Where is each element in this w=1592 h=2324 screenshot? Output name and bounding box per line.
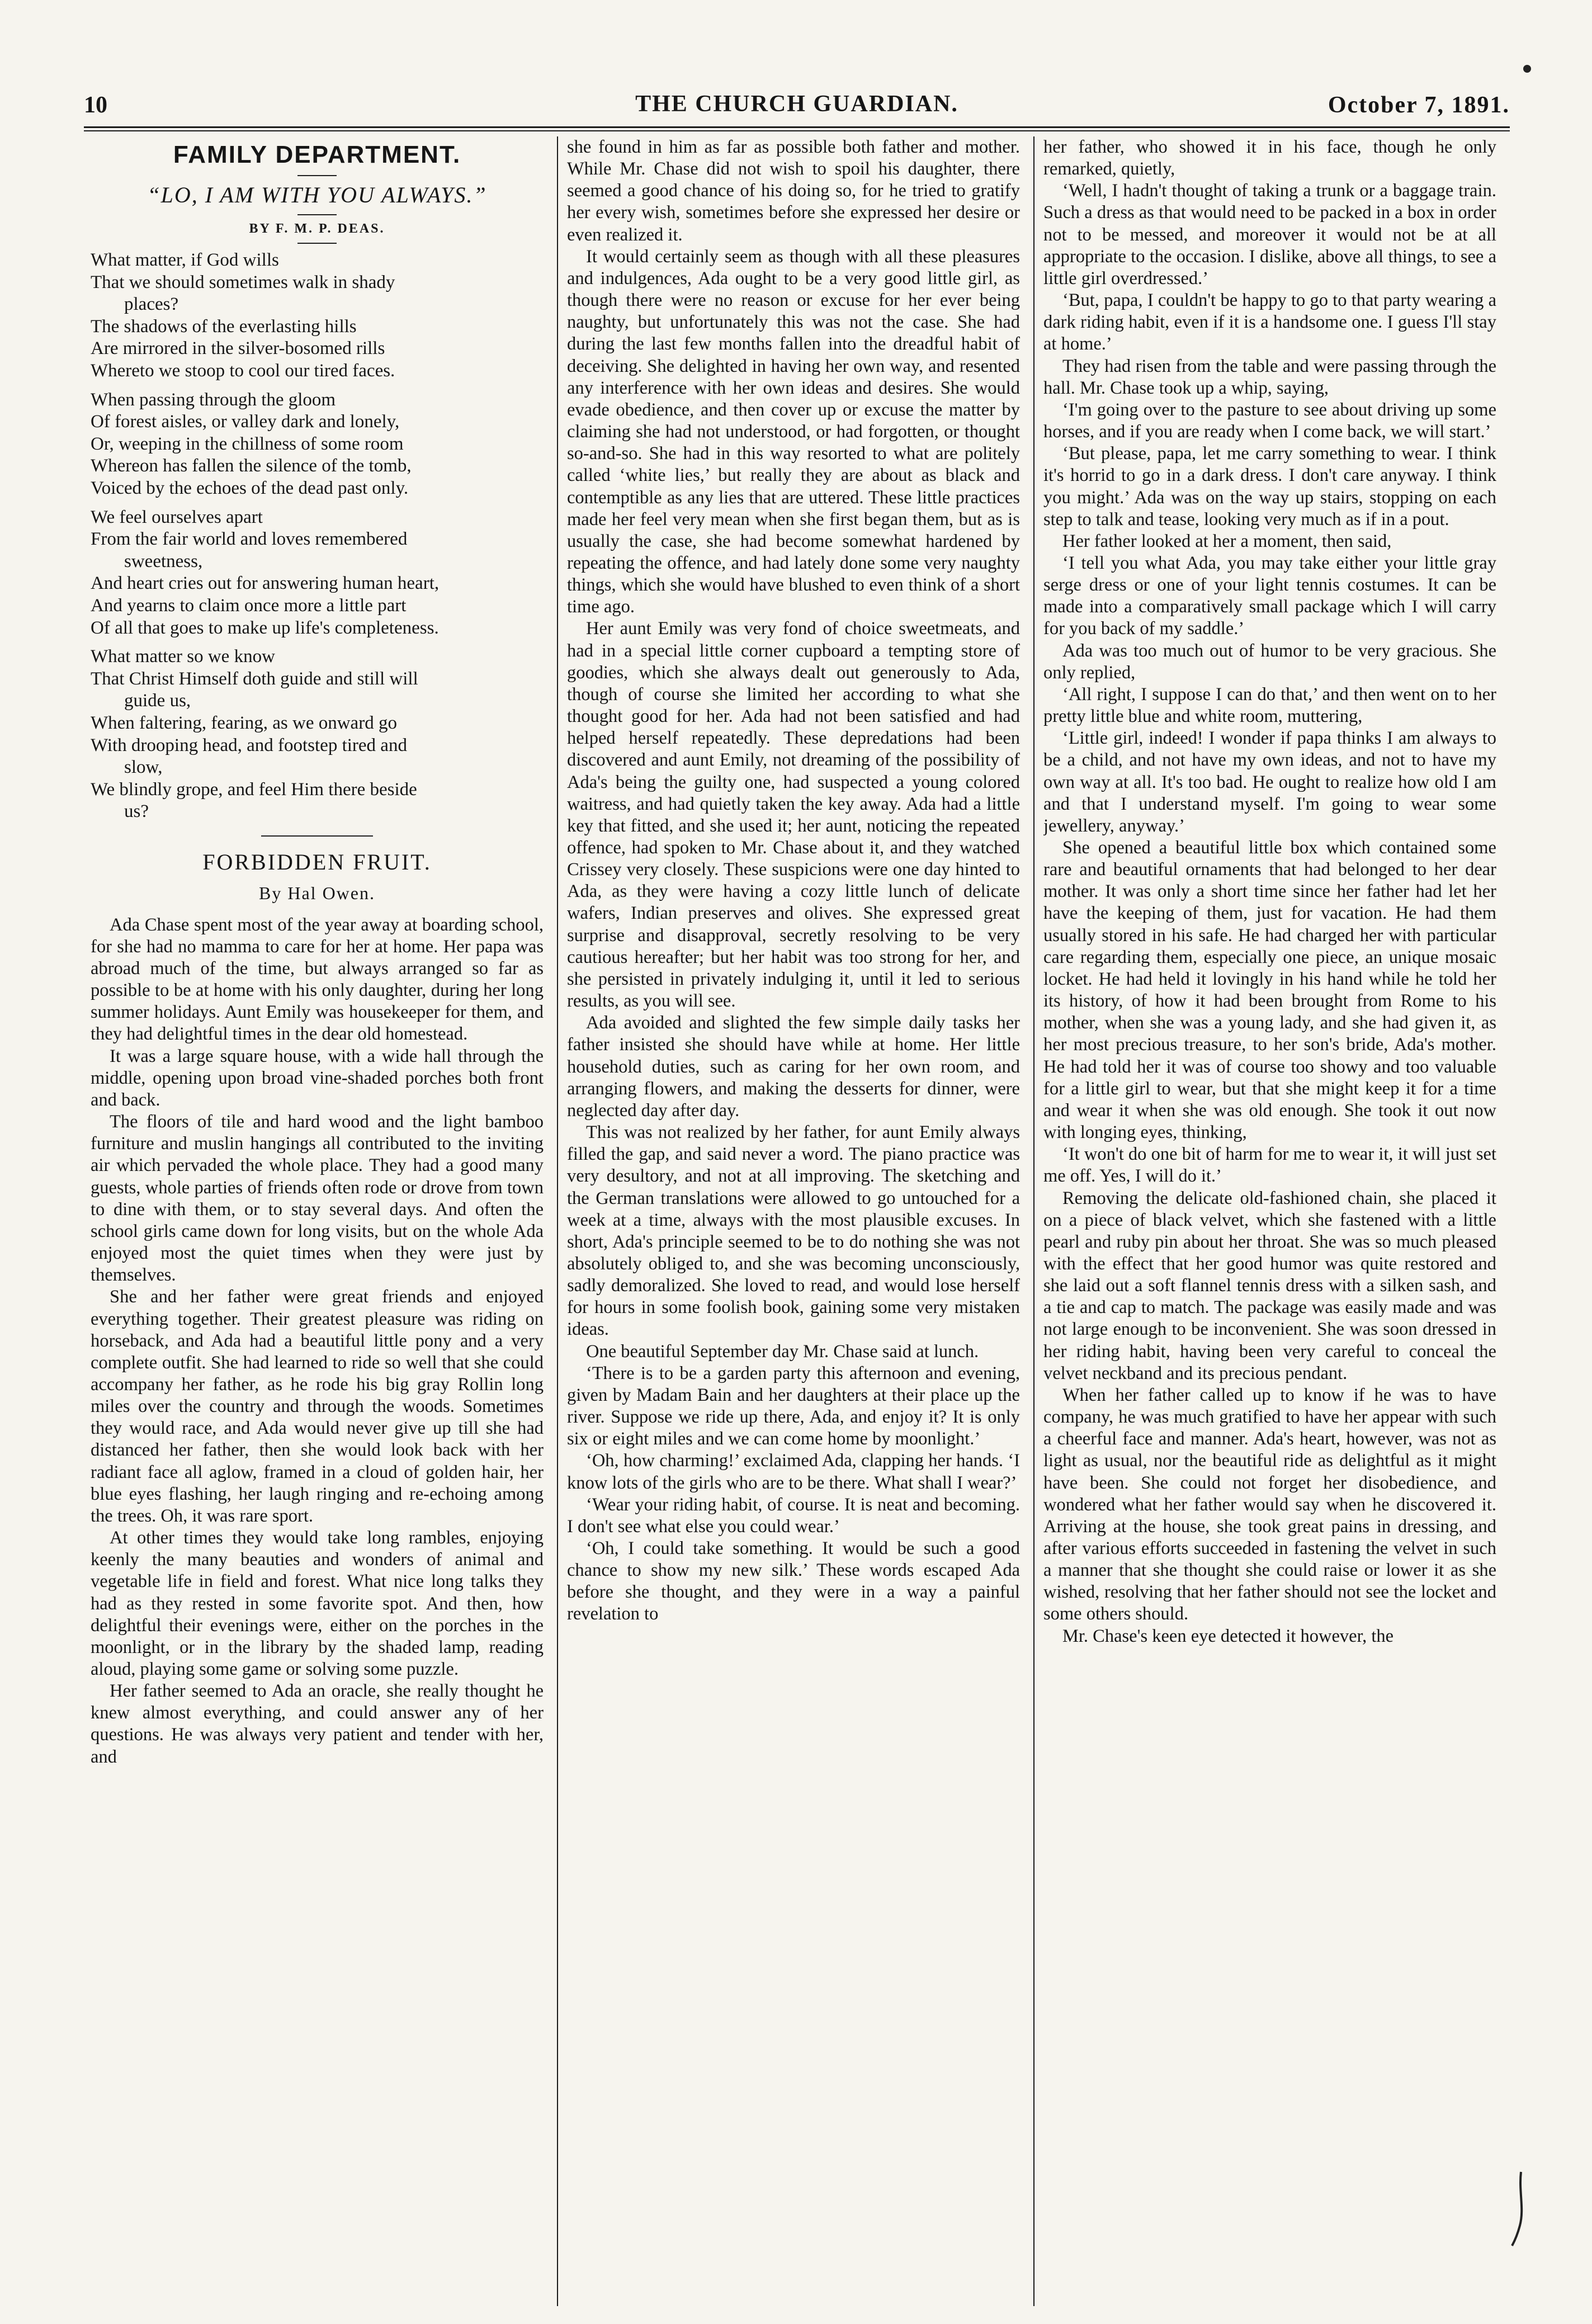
story-paragraph: Ada was too much out of humor to be very gracious. She only replied,: [1043, 640, 1496, 683]
story-paragraph: ‘I tell you what Ada, you may take either your little gray serge dress or one of your light tennis costumes. It can be made into a comparatively small package which I will carry for you back of my saddle.’: [1043, 552, 1496, 639]
poem-line: sweetness,: [124, 551, 203, 571]
story-paragraph: ‘Well, I hadn't thought of taking a trunk or a baggage train. Such a dress as that would need to be packed in a box in order not to be messed, and moreover it would not be at all appropriate to the occasion. I dislike, above all things, to see a little girl overdressed.’: [1043, 181, 1496, 289]
poem-line: What matter, if God wills: [91, 250, 279, 271]
story-paragraph: ‘I'm going over to the pasture to see about driving up some horses, and if you are ready when I come back, we will start.’: [1043, 399, 1496, 442]
heading-rule: [297, 175, 337, 176]
story-paragraph: At other times they would take long rambles, enjoying keenly the many beauties and wonders of animal and vegetable life in field and forest. What nice long talks they had as they rested in some favorite spot. And then, how delightful their evenings were, either on the porches in the moonlight, or in the library by the shaded lamp, reading aloud, playing some game or solving some puzzle.: [91, 1528, 544, 1679]
issue-date: October 7, 1891.: [1328, 92, 1510, 118]
story-paragraph: her father, who showed it in his face, though he only remarked, quietly,: [1043, 137, 1496, 180]
poem-title-rule: [297, 214, 337, 215]
story-paragraph: ‘There is to be a garden party this afternoon and evening, given by Madam Bain and her daughters at their place up the river. Suppose we ride up there, Ada, and enjoy it? It is only six or eight miles and we can come home by moonlight.’: [567, 1363, 1020, 1449]
page-header: [73, 91, 1521, 122]
poem-line: Whereon has fallen the silence of the tomb,: [91, 456, 412, 476]
story-paragraph: ‘Little girl, indeed! I wonder if papa thinks I am always to be a child, and not have my own ideas, and not to have my own way at all. It's too bad. He ought to realize how old I am and that I understand myself. I'm going to wear some jewellery, anyway.’: [1043, 728, 1496, 836]
story-paragraph: ‘Oh, how charming!’ exclaimed Ada, clapping her hands. ‘I know lots of the girls who are to be there. What shall I wear?’: [567, 1451, 1020, 1493]
poem-line: That we should sometimes walk in shady: [91, 272, 395, 292]
story-paragraph: Ada avoided and slighted the few simple daily tasks her father insisted she should have while at home. Her little household duties, such as caring for her own room, and arranging flowers, and making the desserts for dinner, were neglected day after day.: [567, 1013, 1020, 1121]
poem-title: “LO, I AM WITH YOU ALWAYS.”: [147, 182, 487, 208]
story-author: By Hal Owen.: [259, 883, 375, 904]
column-divider-1: [557, 136, 558, 2306]
story-paragraph: ‘It won't do one bit of harm for me to wear it, it will just set me off. Yes, I will do it.’: [1043, 1144, 1496, 1187]
poem-line: us?: [124, 801, 149, 822]
story-paragraph: she found in him as far as possible both father and mother. While Mr. Chase did not wish to spoil his daughter, there seemed a good chance of his doing so, for he tried to gratify her every wish, sometimes before she expressed her desire or even realized it.: [567, 137, 1020, 245]
poem-line: Of forest aisles, or valley dark and lonely,: [91, 412, 400, 432]
story-paragraph: They had risen from the table and were passing through the hall. Mr. Chase took up a whip, saying,: [1043, 356, 1496, 398]
section-heading: FAMILY DEPARTMENT.: [173, 141, 461, 168]
poem-line: We feel ourselves apart: [91, 507, 263, 527]
story-paragraph: It would certainly seem as though with all these pleasures and indulgences, Ada ought to be a very good little girl, as though there were no reason or excuse for her ever being naughty, but unfortunately this was not the case. She had during the last few months fallen into the dreadful habit of deceiving. She delighted in having her own way, and resented any interference with her own ideas and desires. She would evade obedience, and then cover up or excuse the matter by claiming she had not understood, or had forgotten, or thought so-and-so. She had in this way resorted to what are politely called ‘white lies,’ but really they are about as black and contemptible as any lies that are uttered. These little practices made her feel very mean when she first began them, but as is usually the case, she had become somewhat hardened by repeating the offence, and had lately done some very naughty things, which she would have blushed to even think of a short time ago.: [567, 246, 1020, 617]
poem-line: We blindly grope, and feel Him there beside: [91, 779, 417, 800]
story-paragraph: The floors of tile and hard wood and the light bamboo furniture and muslin hangings all contributed to the inviting air which pervaded the whole place. They had a good many guests, whole parties of friends often rode or drove from town to dine with them, or to stay several days. And often the school girls came down for long visits, but on the whole Ada enjoyed most the quiet times when they were just by themselves.: [91, 1112, 544, 1286]
poem-line: Are mirrored in the silver-bosomed rills: [91, 338, 385, 359]
story-paragraph: When her father called up to know if he was to have company, he was much gratified to have her appear with such a cheerful face and manner. Ada's heart, however, was not as light as usual, nor the beautiful ride as delightful as it might have been. She could not forget her disobedience, and wondered what her father would say when he discovered it. Arriving at the house, she took great pains in dressing, and after various efforts succeeded in fastening the velvet in such a manner that she thought she could raise or lower it as she wished, resolving that her father should not see the locket and some others should.: [1043, 1385, 1496, 1624]
poem-line: Voiced by the echoes of the dead past only.: [91, 478, 409, 499]
story-paragraph: Mr. Chase's keen eye detected it however, the: [1062, 1626, 1394, 1646]
publication-title: THE CHURCH GUARDIAN.: [635, 91, 958, 117]
story-paragraph: Her father looked at her a moment, then said,: [1062, 531, 1392, 551]
story-paragraph: ‘But please, papa, let me carry something to wear. I think it's horrid to go in a dark dress. I don't care anyway. I think you might.’ Ada was on the way up stairs, stopping on each step to talk and tease, looking very much as if in a pout.: [1043, 443, 1496, 530]
poem-line: Whereto we stoop to cool our tired faces.: [91, 361, 395, 381]
poem-line: guide us,: [124, 691, 191, 711]
poem-line: Or, weeping in the chillness of some room: [91, 433, 404, 454]
poem-line: The shadows of the everlasting hills: [91, 316, 357, 337]
story-paragraph: It was a large square house, with a wide hall through the middle, opening upon broad vine-shaded porches both front and back.: [91, 1046, 544, 1110]
poem-line: And yearns to claim once more a little part: [91, 596, 407, 616]
poem-line: slow,: [124, 757, 163, 778]
poem-line: And heart cries out for answering human heart,: [91, 573, 440, 594]
story-paragraph: She opened a beautiful little box which contained some rare and beautiful ornaments that had belonged to her dear mother. It was only a short time since her father had let her have the keeping of them, just for vacation. He had them usually stored in his safe. He had charged her with particular care regarding them, especially one piece, an unique mosaic locket. He had held it lovingly in his hand while he told her its history, of how it had been brought from Rome to his mother, when she was a young lady, and she had given it, as her most precious treasure, to her son's bride, Ada's mother. He had told her it was of course too showy and too valuable for a little girl to wear, but that she might keep it for a time and wear it when she was old enough. She took it out now with longing eyes, thinking,: [1043, 838, 1496, 1143]
poem-body: [91, 249, 544, 823]
poem-author-rule: [297, 243, 337, 244]
poem-line: From the fair world and loves remembered: [91, 529, 408, 550]
story-paragraph: This was not realized by her father, for aunt Emily always filled the gap, and said never a word. The piano practice was very desultory, and not at all improving. The sketching and the German translations were allowed to go untouched for a week at a time, always with the most plausible excuses. In short, Ada's principle seemed to be to do nothing she was not absolutely obliged to, and she was becoming unconsciously, sadly demoralized. She loved to read, and would lose herself for hours in some foolish book, gaining some very mistaken ideas.: [567, 1122, 1020, 1340]
story-paragraph: Her aunt Emily was very fond of choice sweetmeats, and had in a special little corner cupboard a tempting store of goodies, which she always dealt out generously to Ada, though of course she limited her according to what she thought good for her. Ada had not been satisfied and had helped herself repeatedly. These depredations had been discovered and aunt Emily, not dreaming of the possibility of Ada's being the guilty one, had suspected a young colored waitress, and had quietly taken the key away. Ada had a little key that fitted, and she used it; her aunt, noticing the repeated offence, had spoken to Mr. Chase about it, and they watched Crissey very closely. These suspicions were one day hinted to Ada, as they were having a cozy little lunch of delicate wafers, Indian preserves and olives. She expressed great surprise and disapproval, secretly resolving to be very cautious hereafter; but her habit was too strong for her, and she persisted in privately indulging it, until it led to serious results, as you will see.: [567, 618, 1020, 1012]
story-paragraph: ‘Oh, I could take something. It would be such a good chance to show my new silk.’ These words escaped Ada before she thought, and they were in a way a painful revelation to: [567, 1538, 1020, 1624]
column-3: [1043, 136, 1496, 2312]
column-1: [91, 136, 544, 2312]
story-paragraph: ‘All right, I suppose I can do that,’ and then went on to her pretty little blue and white room, muttering,: [1043, 684, 1496, 727]
ink-speck: [1523, 65, 1531, 73]
poem-line: When passing through the gloom: [91, 389, 336, 410]
margin-pen-mark: [1509, 2170, 1531, 2248]
column-divider-2: [1033, 136, 1034, 2306]
poem-stanza: [91, 249, 544, 382]
poem-author: BY F. M. P. DEAS.: [249, 221, 385, 237]
story-paragraph: ‘But, papa, I couldn't be happy to go to that party wearing a dark riding habit, even if it is a handsome one. I guess I'll stay at home.’: [1043, 290, 1496, 355]
poem-line: What matter so we know: [91, 646, 275, 667]
poem-stanza: [91, 389, 544, 500]
poem-stanza: [91, 646, 544, 823]
poem-line: places?: [124, 294, 179, 315]
poem-line: Of all that goes to make up life's completeness.: [91, 617, 439, 638]
section-divider: [261, 835, 373, 837]
story-paragraph: ‘Wear your riding habit, of course. It is neat and becoming. I don't see what else you could wear.’: [567, 1494, 1020, 1537]
column-2: [567, 136, 1020, 2312]
poem-stanza: [91, 507, 544, 640]
header-rule-top: [84, 126, 1510, 128]
page-number: 10: [84, 92, 107, 118]
header-rule-bottom: [84, 130, 1510, 131]
poem-line: With drooping head, and footstep tired and: [91, 735, 407, 755]
story-paragraph: One beautiful September day Mr. Chase said at lunch.: [586, 1341, 979, 1362]
poem-line: When faltering, fearing, as we onward go: [91, 712, 397, 733]
story-paragraph: She and her father were great friends and enjoyed everything together. Their greatest pleasure was riding on horseback, and Ada had a beautiful little pony and a very complete outfit. She had learned to ride so well that she could accompany her father, as he rode his big gray Rollin long miles over the country and through the woods. Sometimes they would race, and Ada would never give up till she had distanced her father, then she would look back with her radiant face all aglow, framed in a cloud of golden hair, her blue eyes flashing, her laugh ringing and re-echoing among the trees. Oh, it was rare sport.: [91, 1287, 544, 1526]
story-paragraph: Ada Chase spent most of the year away at boarding school, for she had no mamma to care for her at home. Her papa was abroad much of the time, but always arranged so far as possible to be at home with his only daughter, during her long summer holidays. Aunt Emily was housekeeper for them, and they had delightful times in the dear old homestead.: [91, 914, 544, 1045]
story-paragraph: Removing the delicate old-fashioned chain, she placed it on a piece of black velvet, which she fastened with a little pearl and ruby pin about her throat. She was so much pleased with the effect that her good humor was quite restored and she laid out a soft flannel tennis dress with a silken sash, and a tie and cap to match. The package was easily made and was not large enough to be inconvenient. She was soon dressed in her riding habit, having been very careful to conceal the velvet neckband and its precious pendant.: [1043, 1188, 1496, 1383]
story-paragraph: Her father seemed to Ada an oracle, she really thought he knew almost everything, and could answer any of her questions. He was always very patient and tender with her, and: [91, 1681, 544, 1767]
poem-line: That Christ Himself doth guide and still will: [91, 668, 418, 689]
story-title: FORBIDDEN FRUIT.: [202, 849, 432, 875]
